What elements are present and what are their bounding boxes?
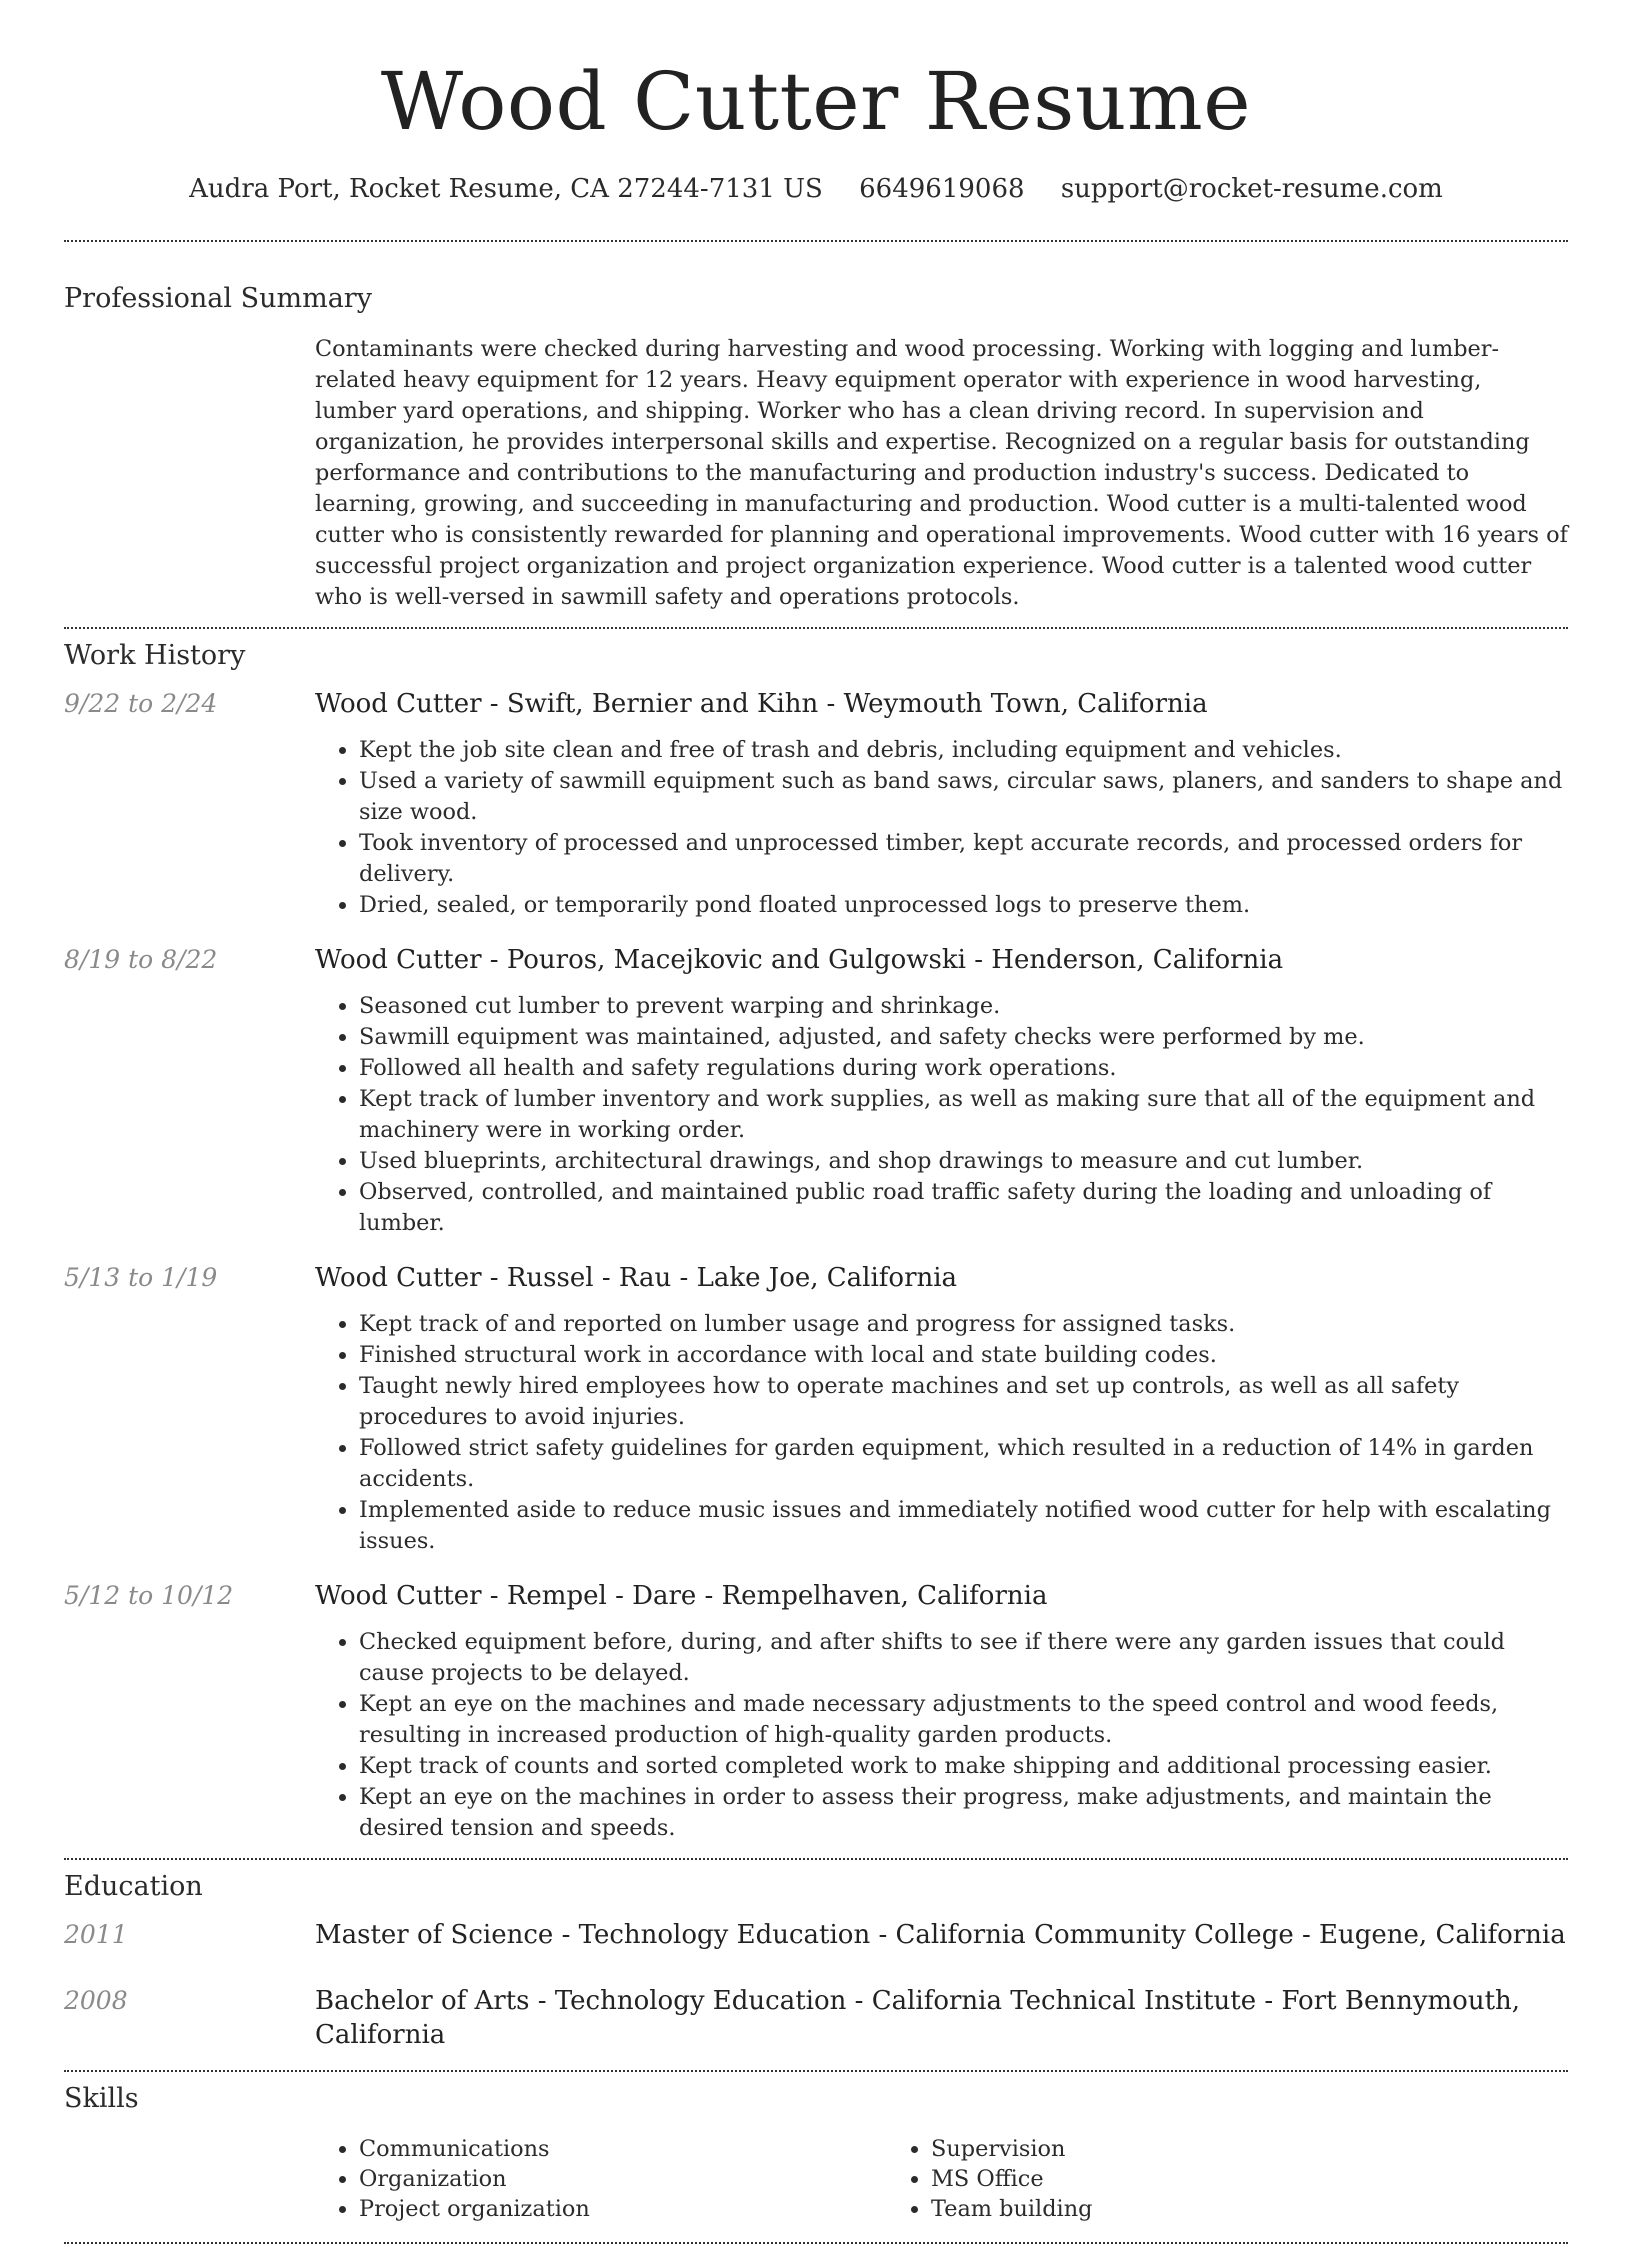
education-year: 2011 [64,1920,128,1949]
job-dates: 8/19 to 8/22 [64,945,218,974]
skill-item: • Organization [359,2164,887,2194]
bullet-item: • Kept track of and reported on lumber usage and progress for assigned tasks. [359,1309,1568,1340]
job-row [64,1579,1568,1613]
education-entry [64,1984,1568,2052]
job-dates: 5/13 to 1/19 [64,1263,218,1292]
bullet-item: • Implemented aside to reduce music issues and immediately notified wood cutter for help with escalating issues. [359,1495,1568,1557]
divider [64,627,1568,629]
bullet-item: • Kept track of lumber inventory and work supplies, as well as making sure that all of the equipment and machinery were in working order. [359,1084,1568,1146]
job-entry [64,1261,1568,1557]
job-bullets [315,735,1568,921]
skills-column-right [887,2134,1459,2224]
resume-title: Wood Cutter Resume [380,55,1252,148]
job-dates: 9/22 to 2/24 [64,689,218,718]
job-bullets [315,1627,1568,1844]
job-row [64,687,1568,721]
education-heading-line: Master of Science - Technology Education - California Community College - Eugene, California [315,1920,1566,1950]
job-dates: 5/12 to 10/12 [64,1581,234,1610]
job-row [64,943,1568,977]
education-year: 2008 [64,1986,128,2015]
contact-phone: 6649619068 [859,174,1025,204]
skill-item: • Supervision [931,2134,1459,2164]
bullet-item: • Observed, controlled, and maintained public road traffic safety during the loading and unloading of lumber. [359,1177,1568,1239]
bullet-item: • Used a variety of sawmill equipment such as band saws, circular saws, planers, and sanders to shape and size wood. [359,766,1568,828]
job-heading: Wood Cutter - Pouros, Macejkovic and Gulgowski - Henderson, California [315,945,1284,975]
contact-email: support@rocket-resume.com [1060,174,1443,204]
divider [64,1858,1568,1860]
bullet-item: • Followed strict safety guidelines for garden equipment, which resulted in a reduction of 14% in garden accidents. [359,1433,1568,1495]
contact-address: Audra Port, Rocket Resume, CA 27244-7131 US [189,174,823,204]
bullet-item: • Kept the job site clean and free of trash and debris, including equipment and vehicles. [359,735,1568,766]
bullet-item: • Seasoned cut lumber to prevent warping and shrinkage. [359,991,1568,1022]
education-heading: Education [64,1871,203,1902]
skills-heading: Skills [64,2083,139,2114]
divider [64,240,1568,242]
job-entry [64,1579,1568,1844]
summary-heading: Professional Summary [64,283,372,314]
contact-line [64,172,1568,206]
skill-item: • Project organization [359,2194,887,2224]
job-heading: Wood Cutter - Russel - Rau - Lake Joe, California [315,1263,958,1293]
bullet-item: • Dried, sealed, or temporarily pond floated unprocessed logs to preserve them. [359,890,1568,921]
bullet-item: • Followed all health and safety regulations during work operations. [359,1053,1568,1084]
job-row [64,1261,1568,1295]
bullet-item: • Kept track of counts and sorted completed work to make shipping and additional processing easier. [359,1751,1568,1782]
job-bullets [315,1309,1568,1557]
bullet-item: • Kept an eye on the machines in order to assess their progress, make adjustments, and maintain the desired tension and speeds. [359,1782,1568,1844]
skill-item: • Team building [931,2194,1459,2224]
work-history-heading: Work History [64,640,246,671]
bullet-item: • Sawmill equipment was maintained, adjusted, and safety checks were performed by me. [359,1022,1568,1053]
skill-item: • MS Office [931,2164,1459,2194]
bullet-item: • Taught newly hired employees how to operate machines and set up controls, as well as all safety procedures to avoid injuries. [359,1371,1568,1433]
skills-column-left [315,2134,887,2224]
bullet-item: • Finished structural work in accordance with local and state building codes. [359,1340,1568,1371]
skills-grid [315,2134,1568,2224]
bullet-item: • Used blueprints, architectural drawings, and shop drawings to measure and cut lumber. [359,1146,1568,1177]
bullet-item: • Took inventory of processed and unprocessed timber, kept accurate records, and processed orders for delivery. [359,828,1568,890]
skill-item: • Communications [359,2134,887,2164]
job-bullets [315,991,1568,1239]
education-heading-line: Bachelor of Arts - Technology Education - California Technical Institute - Fort Bennymouth, California [315,1986,1521,2050]
job-entry [64,943,1568,1239]
job-heading: Wood Cutter - Rempel - Dare - Rempelhaven, California [315,1581,1048,1611]
divider [64,2070,1568,2072]
job-entry [64,687,1568,921]
summary-text: Contaminants were checked during harvesting and wood processing. Working with logging and lumber-related heavy equipment for 12 years. Heavy equipment operator with experience in wood harvesting, lumber yard operations, and shipping. Worker who has a clean driving record. In supervision and organization, he provides interpersonal skills and expertise. Recognized on a regular basis for outstanding performance and contributions to the manufacturing and production industry's success. Dedicated to learning, growing, and succeeding in manufacturing and production. Wood cutter is a multi-talented wood cutter who is consistently rewarded for planning and operational improvements. Wood cutter with 16 years of successful project organization and project organization experience. Wood cutter is a talented wood cutter who is well-versed in sawmill safety and operations protocols. [315,336,1568,610]
bullet-item: • Checked equipment before, during, and after shifts to see if there were any garden issues that could cause projects to be delayed. [359,1627,1568,1689]
job-heading: Wood Cutter - Swift, Bernier and Kihn - Weymouth Town, California [315,689,1208,719]
education-entry [64,1918,1568,1952]
bullet-item: • Kept an eye on the machines and made necessary adjustments to the speed control and wood feeds, resulting in increased production of high-quality garden products. [359,1689,1568,1751]
